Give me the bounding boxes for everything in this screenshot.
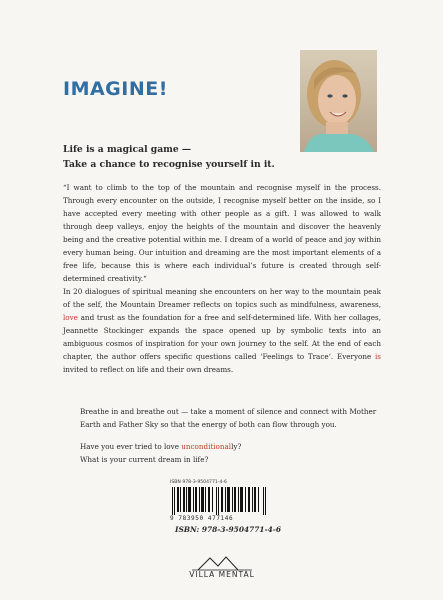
- isbn-barcode: [170, 487, 270, 515]
- question-1-start: Have you ever tried to love: [80, 442, 182, 451]
- description-text-3: invited to reflect on life and their own dreams.: [63, 365, 234, 374]
- description-paragraph: [63, 285, 381, 376]
- tagline-line-2: Take a chance to recognise yourself in it.: [63, 159, 275, 170]
- isbn-label: ISBN: 978-3-9504771-4-6: [175, 525, 281, 534]
- mountain-logo-icon: [186, 555, 258, 571]
- highlight-unconditional: unconditional: [181, 442, 232, 451]
- publisher-name: VILLA MENTAL: [189, 570, 255, 579]
- breathe-paragraph: Breathe in and breathe out — take a moment of silence and connect with Mother Earth and Father Sky so that the energy of both can flow through you.: [80, 407, 377, 429]
- highlight-is: is: [375, 352, 381, 361]
- book-heading: IMAGINE!: [63, 78, 168, 100]
- tagline-line-1: Life is a magical game —: [63, 144, 192, 155]
- barcode-digits: 9 783950 477146: [170, 515, 234, 522]
- question-2: What is your current dream in life?: [80, 455, 209, 464]
- description-text-1: In 20 dialogues of spiritual meaning she encounters on her way to the mountain peak of the self, the Mountain Dreamer reflects on topics such as mindfulness, awareness,: [63, 287, 381, 309]
- isbn-label-small: ISBN 978-3-9504771-4-6: [170, 480, 227, 485]
- question-1-end: ly?: [231, 442, 242, 451]
- author-photo: [300, 50, 377, 152]
- description-text-2: and trust as the foundation for a free and self-determined life. With her collages, Jeannette Stockinger expands the space opened up by symbolic texts into an ambiguous cosmos of inspiration for your own journey to the self. At the end of each chapter, the author offers specific questions called ‘Feelings to Trace‘. Everyone: [63, 313, 381, 361]
- highlight-love: love: [63, 313, 78, 322]
- publisher-logo: [186, 555, 258, 583]
- author-quote: “I want to climb to the top of the mountain and recognise myself in the process. Through every encounter on the outside, I recognise myself better on the inside, so I have accepted every meeting with other people as a gift. I was allowed to walk through deep valleys, enjoy the heights of the mountain and discover the heavenly being and the creative potential within me. I dream of a world of peace and joy within every human being. Our intuition and dreaming are the most important elements of a free life, because this is where each individual’s future is created through self-determined creativity.“: [63, 183, 381, 283]
- tagline: [63, 142, 303, 172]
- questions-block: [80, 440, 380, 466]
- question-1: [80, 440, 380, 453]
